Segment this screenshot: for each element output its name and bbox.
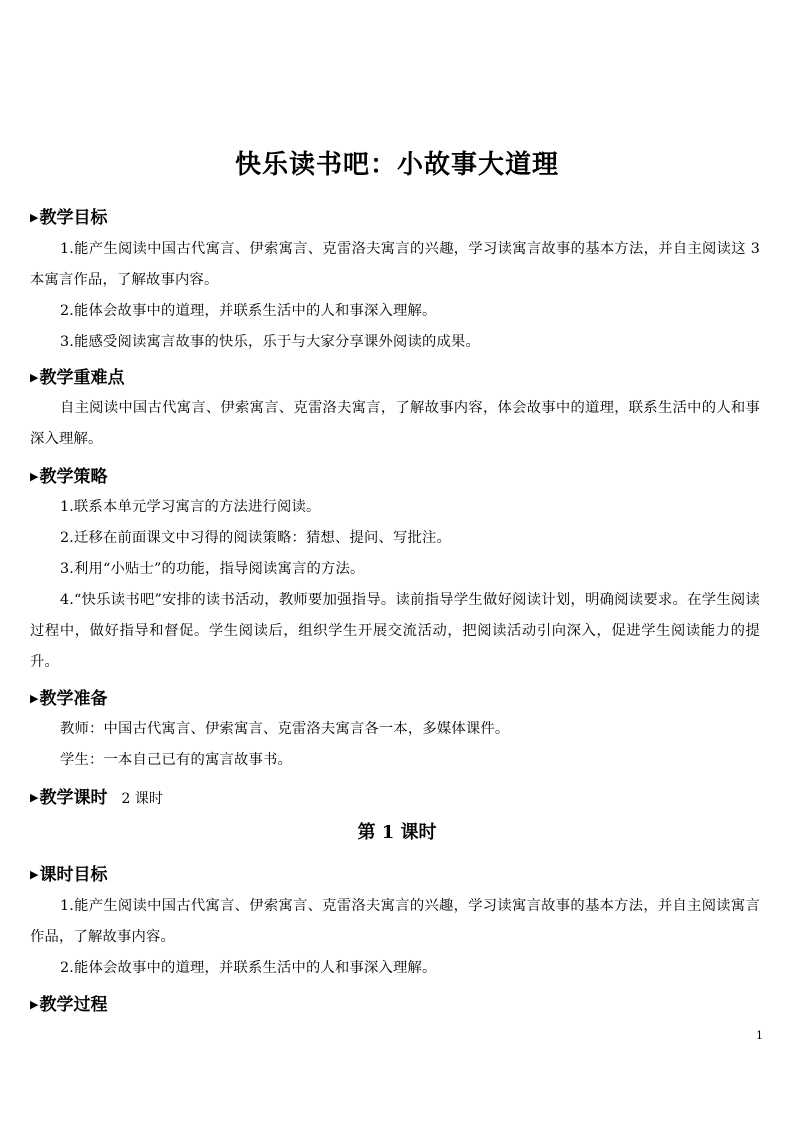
triangle-bullet-icon: ▶ [30,868,39,881]
heading-lesson-goals [30,860,107,885]
page-number: 1 [756,1029,763,1042]
paragraph: 3.利用“小贴士”的功能，指导阅读寓言的方法。 [60,561,365,577]
heading-text: 教学目标 [39,208,108,228]
heading-text: 教学重难点 [39,368,125,388]
heading-teaching-process [30,990,107,1015]
triangle-bullet-icon: ▶ [30,371,39,384]
paragraph: 1.能产生阅读中国古代寓言、伊索寓言、克雷洛夫寓言的兴趣，学习读寓言故事的基本方法，并自主阅读这 3 本寓言作品，了解故事内容。 [30,241,760,288]
paragraph: 1.能产生阅读中国古代寓言、伊索寓言、克雷洛夫寓言的兴趣，学习读寓言故事的基本方法，并自主阅读寓言作品，了解故事内容。 [30,898,760,945]
heading-text: 课时目标 [39,865,108,885]
lesson-subtitle: 第 1 课时 [357,822,437,843]
heading-teaching-goals [30,203,107,228]
paragraph: 学生：一本自己已有的寓言故事书。 [60,752,292,768]
paragraph: 3.能感受阅读寓言故事的快乐，乐于与大家分享课外阅读的成果。 [60,334,480,350]
paragraph: 4.“快乐读书吧”安排的读书活动，教师要加强指导。读前指导学生做好阅读计划，明确阅读要求。在学生阅读过程中，做好指导和督促。学生阅读后，组织学生开展交流活动，把阅读活动引向深入，促进学生阅读能力的提升。 [30,592,760,670]
triangle-bullet-icon: ▶ [30,998,39,1011]
paragraph: 教师：中国古代寓言、伊索寓言、克雷洛夫寓言各一本，多媒体课件。 [60,721,510,737]
document-title: 快乐读书吧：小故事大道理 [234,150,559,180]
heading-class-hours [30,783,163,808]
paragraph: 1.联系本单元学习寓言的方法进行阅读。 [60,499,321,515]
triangle-bullet-icon: ▶ [30,211,39,224]
heading-text: 教学准备 [39,689,108,709]
heading-key-points [30,363,124,388]
class-hours-value: 2 课时 [121,791,163,807]
heading-text: 教学策略 [39,467,108,487]
paragraph: 2.能体会故事中的道理，并联系生活中的人和事深入理解。 [60,960,437,976]
triangle-bullet-icon: ▶ [30,791,39,804]
heading-text: 教学课时 [39,788,108,808]
paragraph: 2.迁移在前面课文中习得的阅读策略：猜想、提问、写批注。 [60,530,451,546]
heading-text: 教学过程 [39,995,108,1015]
paragraph: 2.能体会故事中的道理，并联系生活中的人和事深入理解。 [60,303,437,319]
triangle-bullet-icon: ▶ [30,470,39,483]
paragraph: 自主阅读中国古代寓言、伊索寓言、克雷洛夫寓言，了解故事内容，体会故事中的道理，联系生活中的人和事深入理解。 [30,400,760,447]
heading-preparation [30,684,107,709]
triangle-bullet-icon: ▶ [30,692,39,705]
heading-teaching-strategy [30,462,107,487]
